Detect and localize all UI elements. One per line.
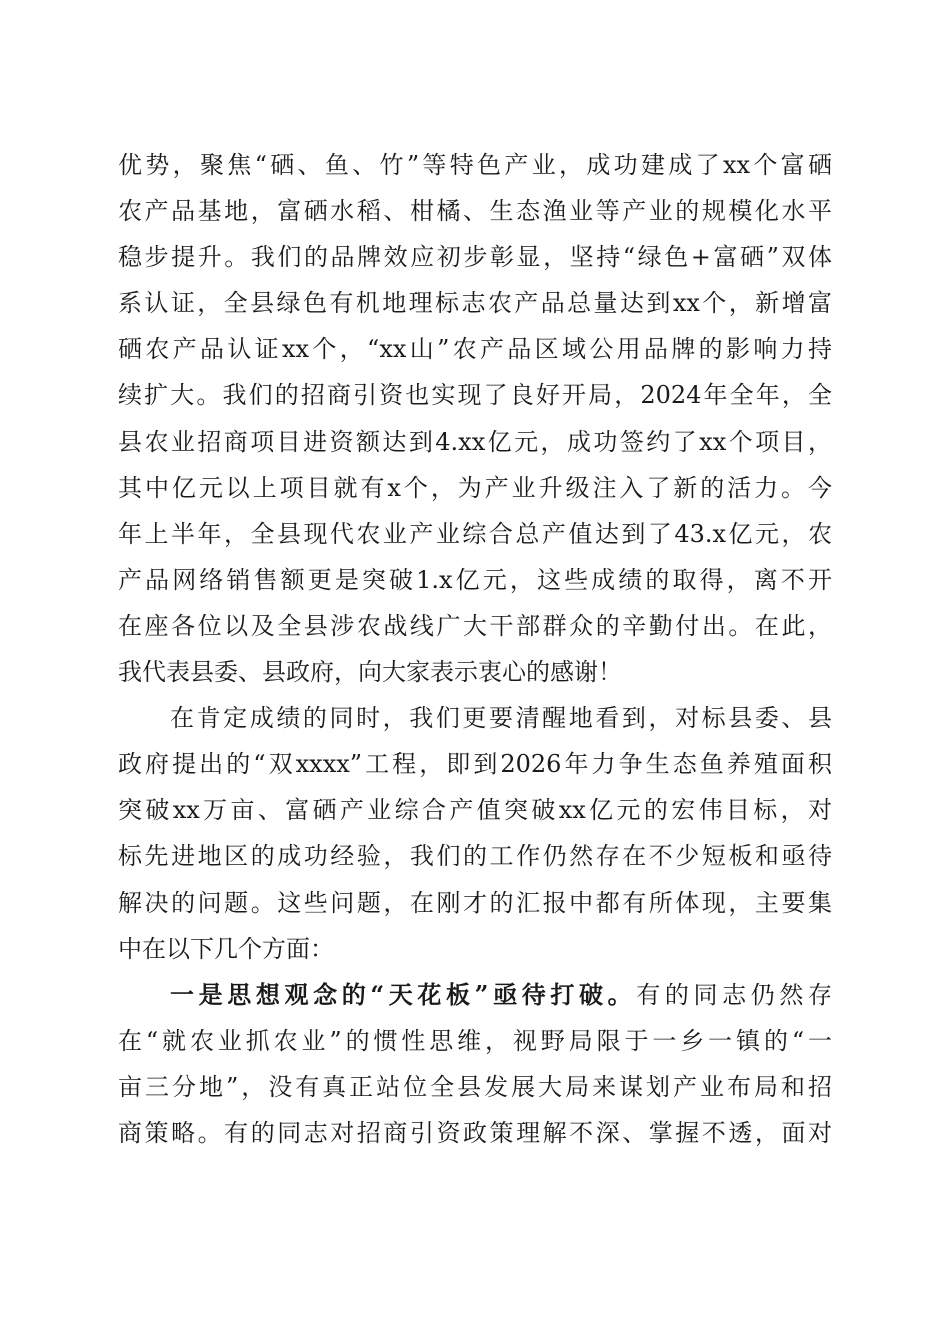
- text-line: 中在以下几个方面：: [118, 934, 334, 963]
- text-line: 硒农产品认证xx个，“xx山”农产品区域公用品牌的影响力持: [118, 335, 832, 364]
- text-line: [118, 972, 832, 1018]
- text-line: 解决的问题。这些问题，在刚才的汇报中都有所体现，主要集: [118, 888, 832, 917]
- text-line: 在肯定成绩的同时，我们更要清醒地看到，对标县委、县: [170, 704, 832, 733]
- text-line: 县农业招商项目进资额达到4.xx亿元，成功签约了xx个项目，: [118, 427, 832, 456]
- section-heading: 一是思想观念的“天花板”亟待打破。: [170, 979, 637, 1009]
- text-line: 突破xx万亩、富硒产业综合产值突破xx亿元的宏伟目标，对: [118, 796, 832, 825]
- text-line: 商策略。有的同志对招商引资政策理解不深、掌握不透，面对: [118, 1118, 832, 1147]
- text-line: 产品网络销售额更是突破1.x亿元，这些成绩的取得，离不开: [118, 565, 832, 594]
- text-span: 有的同志仍然存: [636, 980, 832, 1009]
- text-line: 续扩大。我们的招商引资也实现了良好开局，2024年全年，全: [118, 381, 832, 410]
- text-line: 在座各位以及全县涉农战线广大干部群众的辛勤付出。在此，: [118, 611, 832, 640]
- text-line: 在“就农业抓农业”的惯性思维，视野局限于一乡一镇的“一: [118, 1026, 832, 1055]
- text-line: 稳步提升。我们的品牌效应初步彰显，坚持“绿色+富硒”双体: [118, 243, 832, 272]
- document-body: [118, 142, 832, 1156]
- text-line: 系认证，全县绿色有机地理标志农产品总量达到xx个，新增富: [118, 289, 832, 318]
- text-line: 农产品基地，富硒水稻、柑橘、生态渔业等产业的规模化水平: [118, 197, 832, 226]
- text-line: 政府提出的“双xxxx”工程，即到2026年力争生态鱼养殖面积: [118, 750, 832, 779]
- text-line: 标先进地区的成功经验，我们的工作仍然存在不少短板和亟待: [118, 842, 832, 871]
- text-line: 优势，聚焦“硒、鱼、竹”等特色产业，成功建成了xx个富硒: [118, 151, 832, 179]
- text-line: 其中亿元以上项目就有x个，为产业升级注入了新的活力。今: [118, 473, 832, 502]
- text-line: 亩三分地”，没有真正站位全县发展大局来谋划产业布局和招: [118, 1072, 832, 1101]
- text-line: 我代表县委、县政府，向大家表示衷心的感谢！: [118, 658, 622, 687]
- text-line: 年上半年，全县现代农业产业综合总产值达到了43.x亿元，农: [118, 519, 832, 548]
